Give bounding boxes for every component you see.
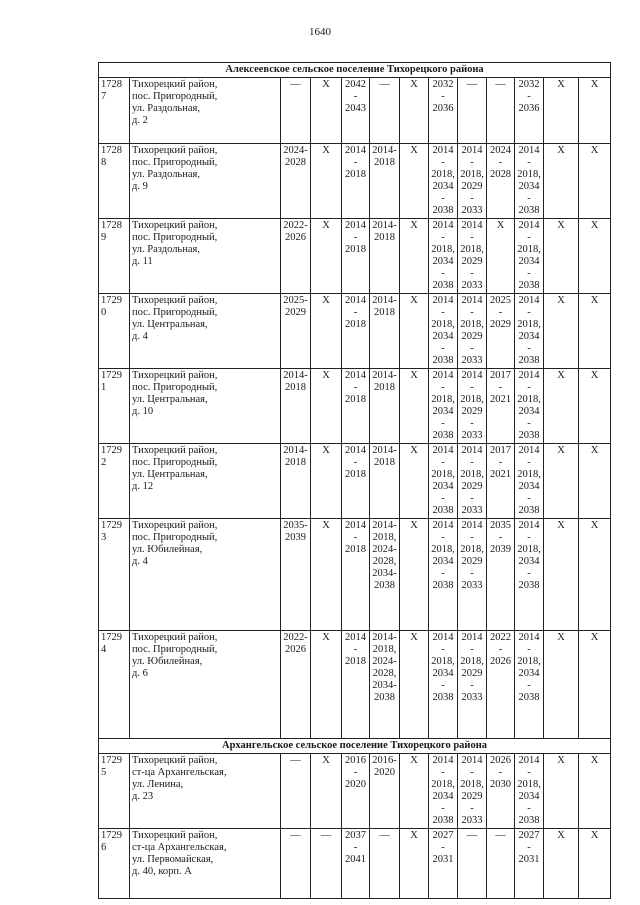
period-cell: 2014- 2018, 2029- 2033 [458,144,487,219]
period-cell: 2042- 2043 [342,78,370,144]
period-cell: 2014- 2018, 2029- 2033 [458,219,487,294]
period-cell: 2014- 2018, 2029- 2033 [458,754,487,829]
record-number: 17296 [99,829,130,899]
period-cell: 2014- 2018, 2029- 2033 [458,294,487,369]
record-number: 17294 [99,631,130,739]
address-cell: Тихорецкий район, пос. Пригородный, ул. Центральная, д. 12 [130,444,281,519]
period-cell: 2032- 2036 [429,78,458,144]
period-cell: 2037- 2041 [342,829,370,899]
period-cell: 2025- 2029 [281,294,311,369]
period-cell: X [487,219,515,294]
period-cell: X [311,219,342,294]
page-number: 1640 [309,26,331,38]
period-cell: X [400,294,429,369]
period-cell: 2035- 2039 [487,519,515,631]
period-cell: X [400,219,429,294]
section-header-row [99,63,611,78]
period-cell: X [544,519,579,631]
period-cell: 2022- 2026 [281,631,311,739]
address-cell: Тихорецкий район, пос. Пригородный, ул. Раздольная, д. 2 [130,78,281,144]
table-row [99,631,611,739]
address-cell: Тихорецкий район, пос. Пригородный, ул. Раздольная, д. 9 [130,144,281,219]
period-cell: 2014- 2018 [342,219,370,294]
period-cell: — [281,78,311,144]
period-cell: X [544,294,579,369]
period-cell: 2014- 2018, 2034- 2038 [429,369,458,444]
period-cell: 2014- 2018 [342,631,370,739]
period-cell: 2022- 2026 [281,219,311,294]
period-cell: — [281,829,311,899]
period-cell: — [458,829,487,899]
period-cell: X [544,144,579,219]
address-cell: Тихорецкий район, ст-ца Архангельская, ул. Ленина, д. 23 [130,754,281,829]
period-cell: 2014- 2018 [370,369,400,444]
period-cell: 2022- 2026 [487,631,515,739]
period-cell: 2017- 2021 [487,369,515,444]
period-cell: 2014- 2018, 2034- 2038 [429,219,458,294]
period-cell: X [311,78,342,144]
period-cell: X [579,444,611,519]
period-cell: X [544,829,579,899]
period-cell: 2027- 2031 [515,829,544,899]
period-cell: 2014- 2018 [370,144,400,219]
period-cell: X [579,631,611,739]
period-cell: 2014- 2018, 2034- 2038 [515,294,544,369]
period-cell: X [544,754,579,829]
period-cell: — [458,78,487,144]
period-cell: — [487,78,515,144]
period-cell: 2014- 2018, 2029- 2033 [458,631,487,739]
period-cell: 2014- 2018, 2029- 2033 [458,444,487,519]
period-cell: 2014- 2018, 2029- 2033 [458,369,487,444]
period-cell: — [370,829,400,899]
period-cell: 2035- 2039 [281,519,311,631]
record-number: 17292 [99,444,130,519]
period-cell: X [579,754,611,829]
period-cell: X [311,294,342,369]
period-cell: — [311,829,342,899]
period-cell: 2016- 2020 [342,754,370,829]
section-title: Архангельское сельское поселение Тихорецкого района [99,739,611,754]
period-cell: X [400,444,429,519]
period-cell: — [281,754,311,829]
record-number: 17289 [99,219,130,294]
period-cell: 2014- 2018, 2034- 2038 [515,519,544,631]
period-cell: X [311,444,342,519]
address-cell: Тихорецкий район, ст-ца Архангельская, ул. Первомайская, д. 40, корп. А [130,829,281,899]
record-number: 17295 [99,754,130,829]
record-number: 17291 [99,369,130,444]
period-cell: X [311,144,342,219]
address-cell: Тихорецкий район, пос. Пригородный, ул. Юбилейная, д. 6 [130,631,281,739]
period-cell: 2014- 2018 [342,294,370,369]
period-cell: X [544,631,579,739]
period-cell: 2014- 2018 [370,444,400,519]
period-cell: X [400,78,429,144]
period-cell: X [544,219,579,294]
period-cell: X [400,144,429,219]
table-row [99,829,611,899]
table-row [99,78,611,144]
period-cell: 2014- 2018, 2034- 2038 [515,631,544,739]
period-cell: X [579,144,611,219]
period-cell: X [311,519,342,631]
table-row [99,519,611,631]
period-cell: X [400,631,429,739]
table-row [99,754,611,829]
period-cell: X [400,829,429,899]
period-cell: 2014- 2018 [281,369,311,444]
table-row [99,294,611,369]
period-cell: X [400,754,429,829]
period-cell: 2014- 2018 [342,444,370,519]
period-cell: X [579,219,611,294]
period-cell: 2025- 2029 [487,294,515,369]
period-cell: 2026- 2030 [487,754,515,829]
period-cell: X [579,294,611,369]
table-row [99,219,611,294]
record-number: 17290 [99,294,130,369]
period-cell: X [544,78,579,144]
period-cell: 2014- 2018 [342,519,370,631]
period-cell: X [579,78,611,144]
record-number: 17288 [99,144,130,219]
period-cell: 2027- 2031 [429,829,458,899]
section-header-row [99,739,611,754]
period-cell: 2014- 2018 [342,369,370,444]
period-cell: 2014- 2018, 2034- 2038 [429,754,458,829]
period-cell: X [311,754,342,829]
period-cell: 2014- 2018, 2024- 2028, 2034- 2038 [370,631,400,739]
period-cell: 2016- 2020 [370,754,400,829]
period-cell: X [544,369,579,444]
period-cell: 2014- 2018, 2034- 2038 [429,519,458,631]
period-cell: 2014- 2018 [370,294,400,369]
period-cell: 2014- 2018, 2034- 2038 [515,754,544,829]
period-cell: X [579,829,611,899]
period-cell: 2017- 2021 [487,444,515,519]
period-cell: 2014- 2018 [342,144,370,219]
period-cell: X [579,369,611,444]
address-cell: Тихорецкий район, пос. Пригородный, ул. Раздольная, д. 11 [130,219,281,294]
record-number: 17293 [99,519,130,631]
period-cell: 2014- 2018 [281,444,311,519]
period-cell: 2014- 2018, 2034- 2038 [515,369,544,444]
period-cell: 2014- 2018, 2034- 2038 [515,444,544,519]
period-cell: 2014- 2018, 2034- 2038 [429,294,458,369]
period-cell: X [579,519,611,631]
section-title: Алексеевское сельское поселение Тихорецкого района [99,63,611,78]
table-row [99,444,611,519]
period-cell: X [400,519,429,631]
period-cell: 2024- 2028 [281,144,311,219]
address-cell: Тихорецкий район, пос. Пригородный, ул. Центральная, д. 4 [130,294,281,369]
period-cell: X [400,369,429,444]
address-cell: Тихорецкий район, пос. Пригородный, ул. Центральная, д. 10 [130,369,281,444]
period-cell: — [370,78,400,144]
period-cell: 2014- 2018, 2034- 2038 [429,444,458,519]
period-cell: 2014- 2018, 2034- 2038 [429,144,458,219]
table-row [99,144,611,219]
period-cell: X [311,369,342,444]
period-cell: 2014- 2018, 2024- 2028, 2034- 2038 [370,519,400,631]
period-cell: 2014- 2018, 2034- 2038 [429,631,458,739]
table-row [99,369,611,444]
period-cell: 2024- 2028 [487,144,515,219]
period-cell: — [487,829,515,899]
period-cell: 2014- 2018, 2029- 2033 [458,519,487,631]
record-number: 17287 [99,78,130,144]
period-cell: 2014- 2018, 2034- 2038 [515,219,544,294]
period-cell: X [311,631,342,739]
address-cell: Тихорецкий район, пос. Пригородный, ул. Юбилейная, д. 4 [130,519,281,631]
period-cell: 2032- 2036 [515,78,544,144]
period-cell: 2014- 2018 [370,219,400,294]
register-table [98,62,611,899]
period-cell: 2014- 2018, 2034- 2038 [515,144,544,219]
period-cell: X [544,444,579,519]
